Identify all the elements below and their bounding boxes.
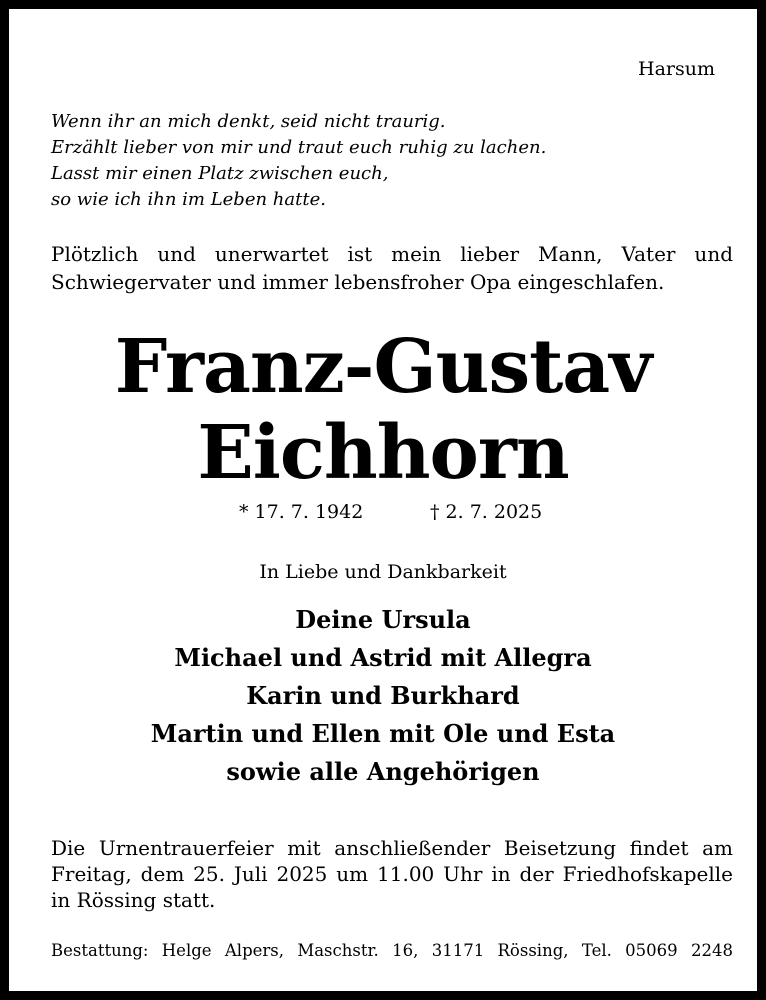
intro-line: Schwiegervater und immer lebensfroher Opa eingeschlafen. <box>51 270 665 294</box>
ceremony-line: in Rössing statt. <box>51 888 216 912</box>
undertaker-info: Bestattung: Helge Alpers, Maschstr. 16, 31171 Rössing, Tel. 05069 2248 <box>51 941 733 960</box>
poem-line: Erzählt lieber von mir und traut euch ruhig zu lachen. <box>51 137 547 158</box>
dedication: In Liebe und Dankbarkeit <box>259 561 507 583</box>
poem <box>51 109 546 213</box>
deceased-last-name: Eichhorn <box>197 410 569 496</box>
intro-text <box>51 240 733 296</box>
mourner-line: Martin und Ellen mit Ole und Esta <box>150 719 616 748</box>
place-name: Harsum <box>638 58 715 80</box>
mourners-list <box>9 601 757 791</box>
poem-line: Lasst mir einen Platz zwischen euch, <box>51 163 389 184</box>
mourner-line: Michael und Astrid mit Allegra <box>174 643 592 672</box>
mourner-line: sowie alle Angehörigen <box>226 757 540 786</box>
death-date: † 2. 7. 2025 <box>430 501 543 523</box>
mourner-line: Deine Ursula <box>295 605 471 634</box>
life-dates <box>9 501 757 527</box>
ceremony-info <box>51 835 733 913</box>
mourner-line: Karin und Burkhard <box>246 681 520 710</box>
deceased-first-name: Franz-Gustav <box>114 324 652 410</box>
ceremony-line: Die Urnentrauerfeier mit anschließender Beisetzung findet am <box>51 836 733 860</box>
poem-line: Wenn ihr an mich denkt, seid nicht traurig. <box>51 111 446 132</box>
birth-date: * 17. 7. 1942 <box>239 501 364 523</box>
ceremony-line: Freitag, dem 25. Juli 2025 um 11.00 Uhr in der Friedhofskapelle <box>51 862 733 886</box>
intro-line: Plötzlich und unerwartet ist mein lieber Mann, Vater und <box>51 242 733 266</box>
poem-line: so wie ich ihn im Leben hatte. <box>51 189 326 210</box>
